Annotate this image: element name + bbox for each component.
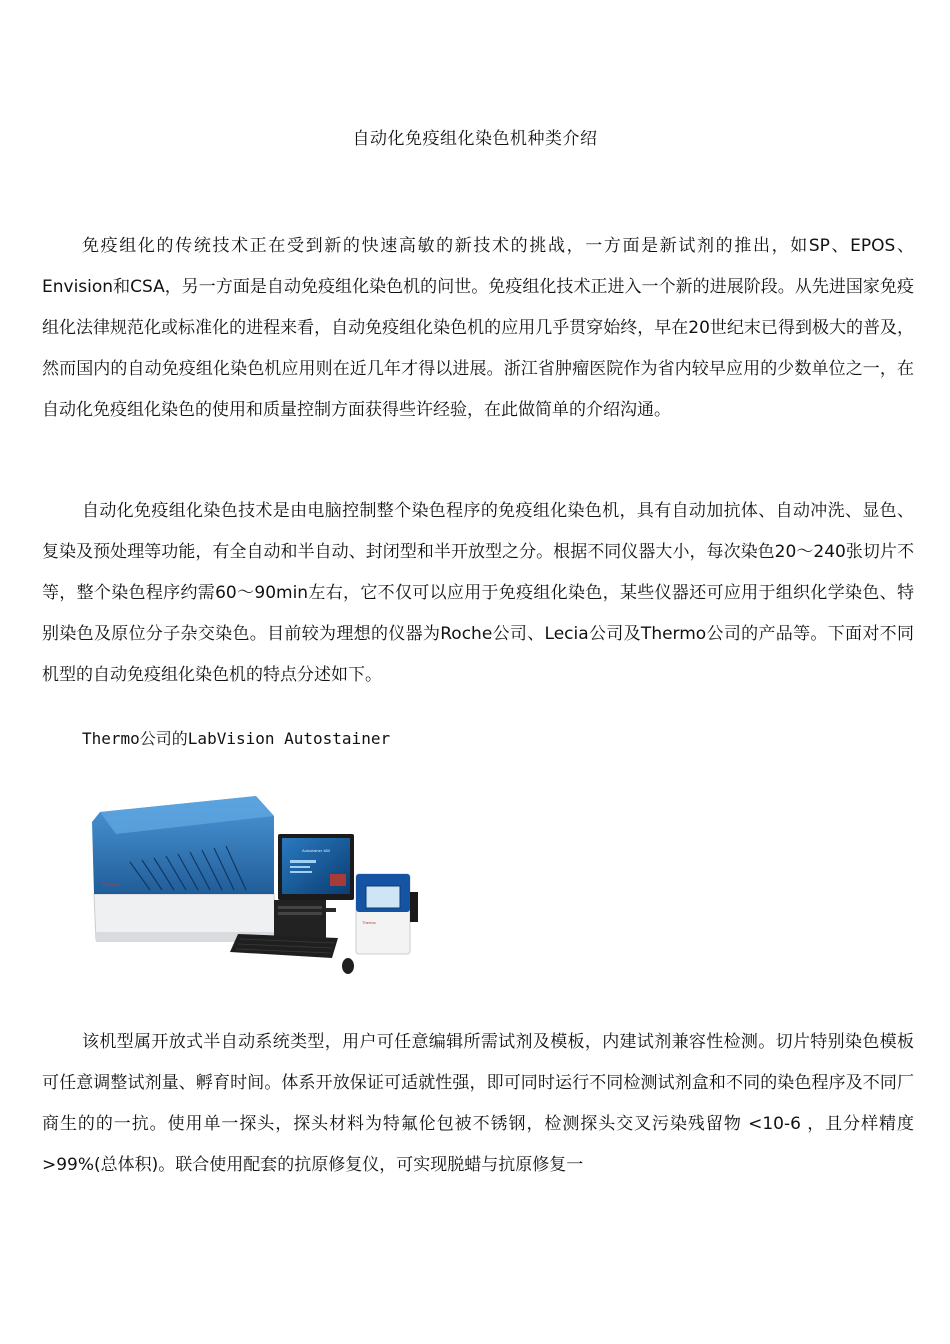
paragraph-intro: 免疫组化的传统技术正在受到新的快速高敏的新技术的挑战，一方面是新试剂的推出，如SP、EPOS、Envision和CSA，另一方面是自动免疫组化染色机的问世。免疫组化技术正进入一个新的进展阶段。从先进国家免疫组化法律规范化或标准化的进程来看，自动免疫组化染色机的应用几乎贯穿始终，早在20世纪末已得到极大的普及，然而国内的自动免疫组化染色机应用则在近几年才得以进展。浙江省肿瘤医院作为省内较早应用的少数单位之一，在自动化免疫组化染色的使用和质量控制方面获得些许经验，在此做简单的介绍沟通。 [42, 236, 914, 420]
autostainer-photo [80, 782, 426, 992]
paragraph-technique: 自动化免疫组化染色技术是由电脑控制整个染色程序的免疫组化染色机，具有自动加抗体、自动冲洗、显色、复染及预处理等功能，有全自动和半自动、封闭型和半开放型之分。根据不同仪器大小，每次染色20～240张切片不等，整个染色程序约需60～90min左右，它不仅可以应用于免疫组化染色，某些仪器还可应用于组织化学染色、特别染色及原位分子杂交染色。目前较为理想的仪器为Roche公司、Lecia公司及Thermo公司的产品等。下面对不同机型的自动免疫组化染色机的特点分述如下。 [42, 501, 914, 685]
instrument-brand-label: Thermo [102, 882, 120, 888]
document-title: 自动化免疫组化染色机种类介绍 [352, 129, 598, 149]
autostainer-unit [92, 796, 276, 942]
paragraph-model-features: 该机型属开放式半自动系统类型，用户可任意编辑所需试剂及模板，内建试剂兼容性检测。切片特别染色模板可任意调整试剂量、孵育时间。体系开放保证可适就性强，即可同时运行不同检测试剂盒和不同的染色程序及不同厂商生的的一抗。使用单一探头，探头材料为特氟伦包被不锈钢，检测探头交叉污染残留物 <10-6 ，且分样精度>99%(总体积)。联合使用配套的抗原修复仪，可实现脱蜡与抗原修复一 [42, 1032, 914, 1175]
autostainer-illustration [80, 782, 426, 992]
section-subheading: Thermo公司的LabVision Autostainer [82, 729, 391, 748]
monitor-screen-text: Autostainer 480 [301, 848, 331, 853]
mouse [342, 958, 354, 974]
svg-text:Thermo: Thermo [362, 920, 376, 925]
antigen-retrieval-unit [356, 874, 418, 954]
